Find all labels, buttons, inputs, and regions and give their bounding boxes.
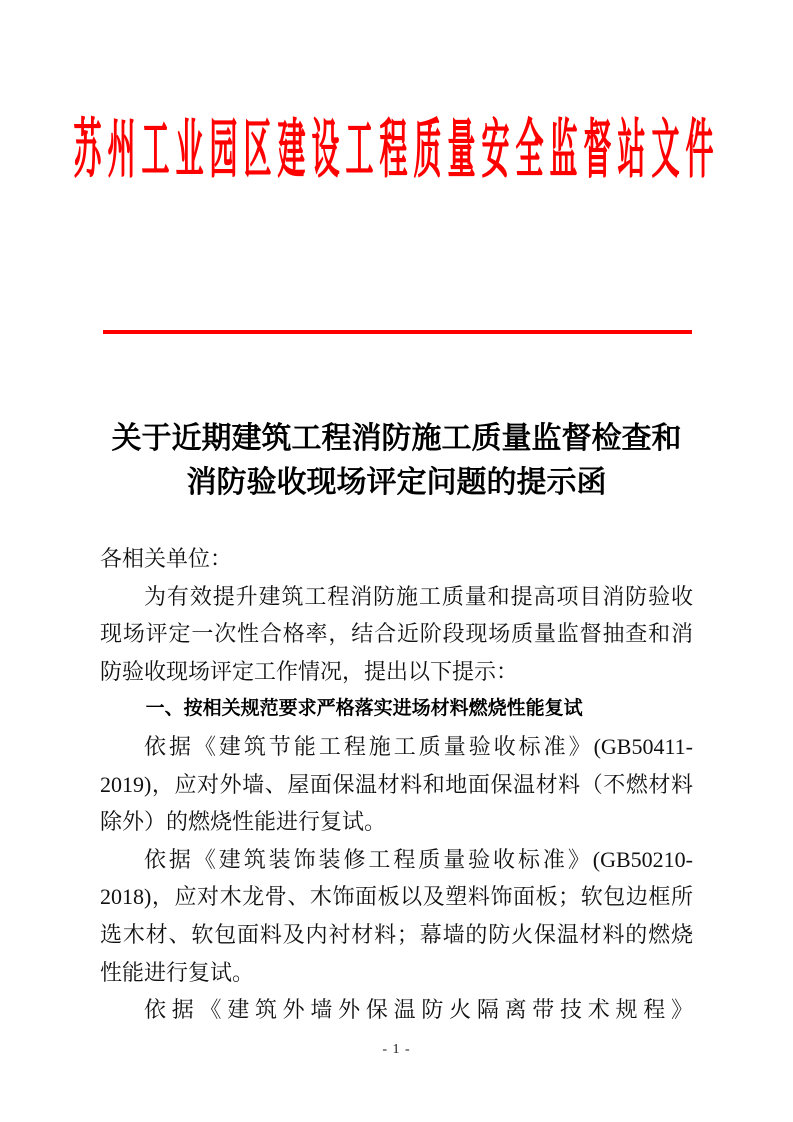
document-title-line2: 消防验收现场评定问题的提示函 <box>186 466 607 499</box>
salutation: 各相关单位： <box>100 546 233 571</box>
intro-paragraph: 为有效提升建筑工程消防施工质量和提高项目消防验收现场评定一次性合格率，结合近阶段现场质量监督抽查和消防验收现场评定工作情况，提出以下提示： <box>100 583 693 684</box>
paragraph-gb50411: 依据《建筑节能工程施工质量验收标准》(GB50411-2019)，应对外墙、屋面保温材料和地面保温材料（不燃材料除外）的燃烧性能进行复试。 <box>100 733 693 835</box>
section-1-heading: 一、按相关规范要求严格落实进场材料燃烧性能复试 <box>145 698 583 720</box>
document-title-line1: 关于近期建筑工程消防施工质量监督检查和 <box>111 422 682 455</box>
paragraph-firebreak-partial: 依据《建筑外墙外保温防火隔离带技术规程》 <box>144 997 693 1023</box>
paragraph-gb50210: 依据《建筑装饰装修工程质量验收标准》(GB50210-2018)，应对木龙骨、木饰面板以及塑料饰面板；软包边框所选木材、软包面料及内衬材料；幕墙的防火保温材料的燃烧性能进行复试。 <box>100 846 693 985</box>
issuer-header: 苏州工业园区建设工程质量安全监督站文件 <box>73 116 720 188</box>
page-number: - 1 - <box>382 1042 411 1057</box>
red-divider-line <box>103 330 692 334</box>
document-body <box>100 540 693 1029</box>
document-title <box>100 417 693 505</box>
